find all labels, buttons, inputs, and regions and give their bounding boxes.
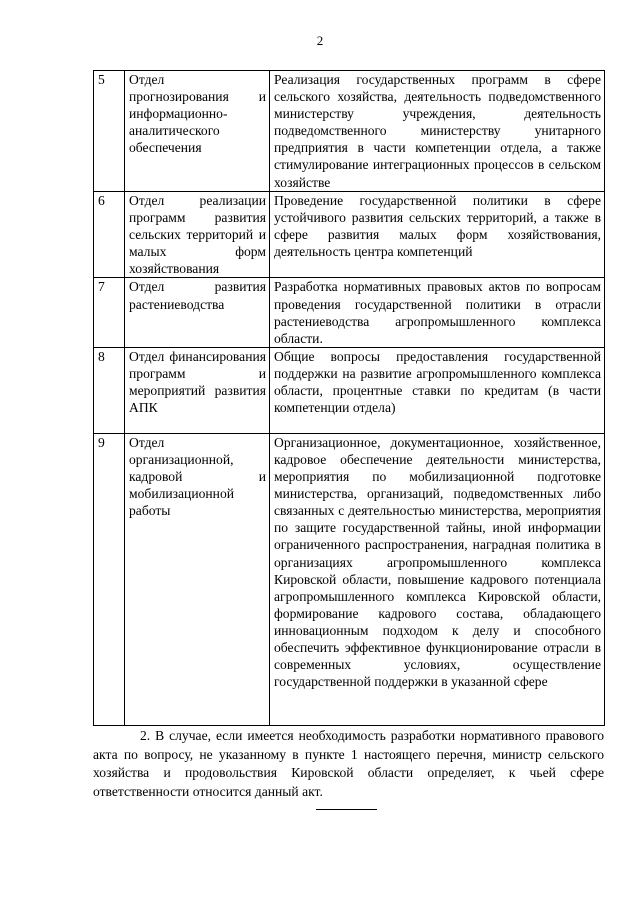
responsibility-table (93, 70, 605, 726)
department-name: Отдел реализации программ развития сельских территорий и малых форм хозяйствования (125, 192, 270, 278)
table-row (94, 192, 605, 278)
row-number: 6 (94, 192, 125, 278)
row-number: 9 (94, 433, 125, 725)
department-name: Отдел развития растениеводства (125, 278, 270, 347)
table-row (94, 71, 605, 192)
department-responsibility: Организационное, документационное, хозяйственное, кадровое обеспечение деятельности министерства, мероприятия по мобилизационной подготовке министерства, организаций, подведомственных либо связанных с деятельностью министерства, мероприятия по защите государственной тайны, иной информации ограниченного распространения, наградная политика в организациях агропромышленного комплекса Кировской области, повышение кадрового потенциала агропромышленного комплекса Кировской области, формирование кадрового состава, обладающего инновационным подходом к делу и способного обеспечить эффективное функционирование отрасли в современных условиях, осуществление государственной поддержки в указанной сфере (270, 433, 605, 725)
page-number: 2 (316, 33, 324, 48)
end-rule (316, 809, 377, 810)
department-responsibility: Общие вопросы предоставления государственной поддержки на развитие агропромышленного комплекса области, процентные ставки по кредитам (в части компетенции отдела) (270, 347, 605, 433)
department-name: Отдел организационной, кадровой и мобилизационной работы (125, 433, 270, 725)
department-name: Отдел финансирования программ и мероприятий развития АПК (125, 347, 270, 433)
table-row (94, 433, 605, 725)
department-responsibility: Разработка нормативных правовых актов по вопросам проведения государственной политики в отрасли растениеводства агропромышленного комплекса области. (270, 278, 605, 347)
department-responsibility: Реализация государственных программ в сфере сельского хозяйства, деятельность подведомственного министерству учреждения, деятельность подведомственного министерству унитарного предприятия в части компетенции отдела, а также стимулирование интеграционных процессов в сельском хозяйстве (270, 71, 605, 192)
department-name: Отдел прогнозирования и информационно-аналитического обеспечения (125, 71, 270, 192)
row-number: 8 (94, 347, 125, 433)
paragraph-2: 2. В случае, если имеется необходимость разработки нормативного правового акта по вопросу, не указанному в пункте 1 настоящего перечня, министр сельского хозяйства и продовольствия Кировской области определяет, к чьей сфере ответственности относится данный акт. (93, 728, 604, 799)
table-row (94, 278, 605, 347)
row-number: 5 (94, 71, 125, 192)
table-row (94, 347, 605, 433)
row-number: 7 (94, 278, 125, 347)
department-responsibility: Проведение государственной политики в сфере устойчивого развития сельских территорий, а также в сфере развития малых форм хозяйствования, деятельность центра компетенций (270, 192, 605, 278)
